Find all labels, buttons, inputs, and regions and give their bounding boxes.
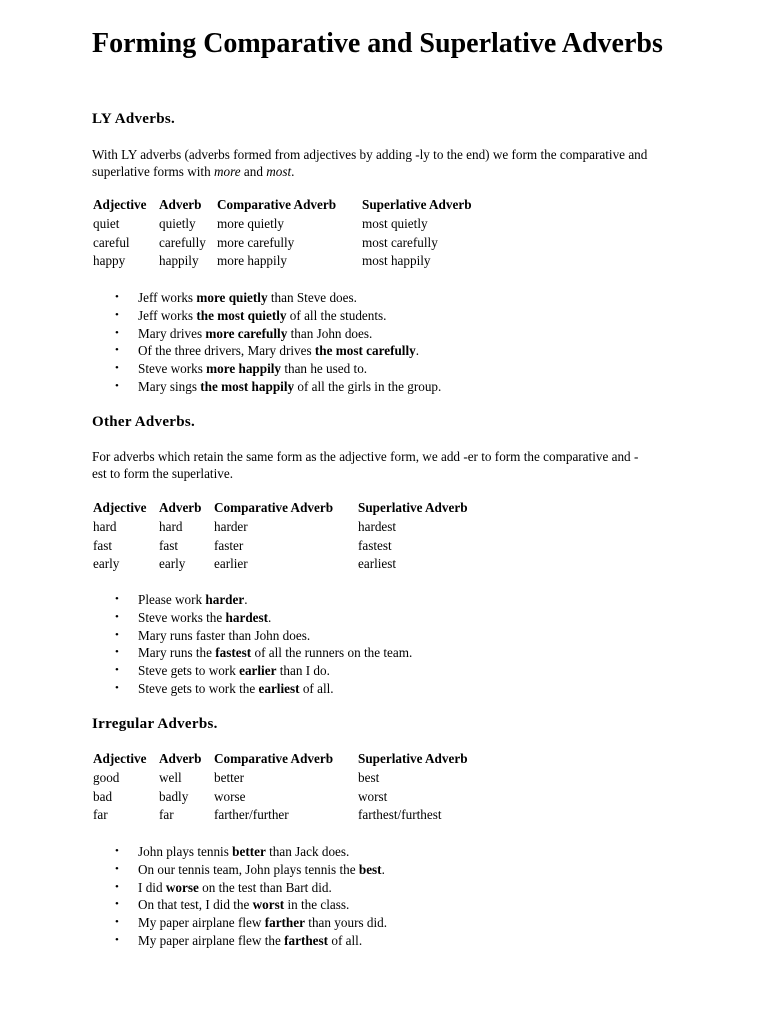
table-cell: farthest/furthest bbox=[358, 807, 442, 823]
bullet-icon: • bbox=[115, 933, 119, 946]
bullet-icon: • bbox=[115, 379, 119, 392]
table-header-row bbox=[90, 498, 495, 518]
list-item bbox=[92, 879, 387, 897]
section-intro bbox=[92, 146, 652, 180]
emphasized-adverb: the most quietly bbox=[196, 307, 287, 323]
sentence-text: than Steve does. bbox=[267, 290, 357, 305]
table-cell: well bbox=[159, 770, 182, 786]
column-header: Comparative Adverb bbox=[214, 500, 334, 515]
list-item bbox=[92, 627, 412, 645]
table-cell: best bbox=[358, 770, 380, 786]
table-cell: happily bbox=[159, 253, 199, 269]
table-cell: fast bbox=[159, 537, 179, 553]
bullet-icon: • bbox=[115, 291, 119, 303]
table-cell: careful bbox=[93, 234, 130, 250]
emphasized-adverb: earlier bbox=[239, 663, 277, 679]
column-header: Superlative Adverb bbox=[358, 751, 468, 766]
list-item bbox=[92, 609, 412, 627]
table-cell: better bbox=[214, 770, 245, 786]
adverb-table bbox=[90, 195, 499, 271]
table-cell: far bbox=[159, 807, 174, 823]
sentence-text: . bbox=[244, 592, 248, 607]
sentence-text: John plays tennis bbox=[138, 844, 233, 859]
sentence-text: . bbox=[415, 343, 420, 359]
table-cell: happy bbox=[93, 253, 126, 269]
sentence-text: of all the students. bbox=[286, 307, 387, 323]
bullet-icon: • bbox=[115, 916, 119, 929]
sentence-text: of all the runners on the team. bbox=[251, 645, 413, 661]
table-cell: early bbox=[159, 556, 186, 572]
list-item bbox=[92, 843, 387, 861]
table-cell: quiet bbox=[93, 216, 120, 232]
example-list bbox=[92, 289, 441, 396]
emphasized-adverb: the most carefully bbox=[314, 343, 416, 359]
table-cell: good bbox=[93, 770, 120, 786]
column-header: Adverb bbox=[159, 197, 202, 212]
bullet-icon: • bbox=[115, 308, 119, 321]
table-cell: early bbox=[93, 556, 120, 572]
sentence-text: than Jack does. bbox=[265, 844, 350, 859]
sentence-text: Jeff works bbox=[138, 290, 197, 305]
list-item bbox=[92, 932, 387, 950]
table-row bbox=[90, 537, 495, 556]
sentence-text: My paper airplane flew bbox=[138, 915, 265, 931]
emphasized-adverb: earliest bbox=[258, 680, 300, 696]
section-intro bbox=[92, 448, 652, 482]
column-header: Adjective bbox=[93, 500, 147, 515]
sentence-text: Steve gets to work bbox=[138, 663, 240, 679]
sentence-text: on the test than Bart did. bbox=[198, 879, 332, 895]
section-heading-ly-adverbs: LY Adverbs. bbox=[92, 111, 176, 127]
sentence-text: than John does. bbox=[287, 325, 373, 341]
section-heading-irregular-adverbs: Irregular Adverbs. bbox=[92, 716, 218, 732]
table-cell: hard bbox=[159, 519, 183, 535]
table-cell: carefully bbox=[159, 234, 206, 250]
sentence-text: Steve gets to work the bbox=[138, 680, 259, 696]
intro-text: most bbox=[266, 164, 292, 179]
emphasized-adverb: better bbox=[232, 844, 266, 859]
intro-text: For adverbs which retain the same form as the adjective form, we add -er to form the comparative and -est to form the superlative. bbox=[92, 449, 639, 481]
sentence-text: of all the girls in the group. bbox=[294, 378, 442, 394]
table-header-row bbox=[90, 195, 499, 215]
list-item bbox=[92, 914, 387, 932]
sentence-text: of all. bbox=[299, 680, 334, 696]
adverb-table bbox=[90, 498, 495, 574]
bullet-icon: • bbox=[115, 326, 119, 339]
emphasized-adverb: more happily bbox=[206, 361, 282, 377]
sentence-text: I did bbox=[138, 879, 166, 895]
bullet-icon: • bbox=[115, 681, 119, 694]
sentence-text: Jeff works bbox=[138, 307, 197, 323]
table-cell: more happily bbox=[217, 253, 287, 269]
sentence-text: Mary runs faster than John does. bbox=[138, 627, 311, 643]
table-cell: earlier bbox=[214, 556, 248, 572]
table-cell: most happily bbox=[362, 253, 431, 269]
list-item bbox=[92, 307, 441, 325]
table-cell: more quietly bbox=[217, 216, 285, 232]
emphasized-adverb: more carefully bbox=[205, 325, 288, 341]
sentence-text: Steve works the bbox=[138, 609, 226, 625]
emphasized-adverb: more quietly bbox=[196, 290, 268, 305]
table-cell: faster bbox=[214, 537, 244, 553]
table-cell: worse bbox=[214, 788, 246, 804]
list-item bbox=[92, 861, 387, 879]
table-cell: harder bbox=[214, 519, 248, 535]
emphasized-adverb: farthest bbox=[284, 932, 329, 948]
sentence-text: Mary runs the bbox=[138, 645, 216, 661]
sentence-text: than I do. bbox=[276, 663, 330, 679]
example-list bbox=[92, 843, 387, 950]
sentence-text: of all. bbox=[328, 932, 363, 948]
list-item bbox=[92, 378, 441, 396]
bullet-icon: • bbox=[115, 880, 119, 893]
column-header: Adverb bbox=[159, 751, 202, 766]
table-cell: badly bbox=[159, 788, 189, 804]
sentence-text: Steve works bbox=[138, 361, 207, 377]
column-header: Superlative Adverb bbox=[362, 197, 472, 212]
emphasized-adverb: harder bbox=[205, 592, 245, 607]
example-list bbox=[92, 591, 412, 698]
column-header: Comparative Adverb bbox=[214, 751, 334, 766]
bullet-icon: • bbox=[115, 593, 119, 605]
table-cell: hardest bbox=[358, 519, 397, 535]
column-header: Superlative Adverb bbox=[358, 500, 468, 515]
emphasized-adverb: the most happily bbox=[200, 378, 295, 394]
table-row bbox=[90, 769, 495, 788]
emphasized-adverb: fastest bbox=[215, 645, 252, 661]
table-row bbox=[90, 215, 499, 234]
bullet-icon: • bbox=[115, 664, 119, 677]
list-item bbox=[92, 680, 412, 698]
bullet-icon: • bbox=[115, 862, 119, 875]
intro-text: With LY adverbs (adverbs formed from adjectives by adding -ly to the end) we form the comparative and superlative forms with bbox=[92, 147, 648, 179]
sentence-text: My paper airplane flew the bbox=[138, 932, 285, 948]
bullet-icon: • bbox=[115, 898, 119, 911]
bullet-icon: • bbox=[115, 362, 119, 375]
sentence-text: than yours did. bbox=[304, 915, 388, 931]
table-cell: most carefully bbox=[362, 234, 438, 250]
table-row bbox=[90, 806, 495, 825]
table-cell: bad bbox=[93, 788, 113, 804]
table-cell: quietly bbox=[159, 216, 196, 232]
table-cell: more carefully bbox=[217, 234, 295, 250]
sentence-text: . bbox=[381, 861, 385, 877]
emphasized-adverb: best bbox=[358, 861, 382, 877]
sentence-text: Mary sings bbox=[138, 378, 201, 394]
list-item bbox=[92, 360, 441, 378]
bullet-icon: • bbox=[115, 646, 119, 659]
sentence-text: On that test, I did the bbox=[138, 897, 253, 913]
table-row bbox=[90, 252, 499, 271]
sentence-text: . bbox=[268, 609, 272, 625]
list-item bbox=[92, 896, 387, 914]
emphasized-adverb: worst bbox=[252, 897, 285, 913]
table-row bbox=[90, 518, 495, 537]
intro-text: more bbox=[213, 164, 241, 179]
emphasized-adverb: worse bbox=[165, 879, 199, 895]
sentence-text: in the class. bbox=[284, 897, 350, 913]
sentence-text: On our tennis team, John plays tennis the bbox=[138, 861, 359, 877]
table-cell: earliest bbox=[358, 556, 397, 572]
intro-text: . bbox=[291, 164, 295, 179]
table-row bbox=[90, 788, 495, 807]
table-cell: fastest bbox=[358, 537, 392, 553]
adverb-table bbox=[90, 749, 495, 825]
section-heading-other-adverbs: Other Adverbs. bbox=[92, 414, 196, 430]
sentence-text: Please work bbox=[138, 592, 206, 607]
list-item bbox=[92, 644, 412, 662]
emphasized-adverb: farther bbox=[264, 915, 305, 931]
list-item bbox=[92, 289, 441, 307]
column-header: Comparative Adverb bbox=[217, 197, 337, 212]
table-cell: worst bbox=[358, 788, 388, 804]
intro-text: and bbox=[240, 164, 267, 179]
bullet-icon: • bbox=[115, 628, 119, 641]
table-cell: far bbox=[93, 807, 108, 823]
column-header: Adverb bbox=[159, 500, 202, 515]
table-cell: most quietly bbox=[362, 216, 428, 232]
page-title: Forming Comparative and Superlative Adverbs bbox=[92, 28, 663, 59]
bullet-icon: • bbox=[115, 344, 119, 357]
table-cell: hard bbox=[93, 519, 117, 535]
column-header: Adjective bbox=[93, 751, 147, 766]
bullet-icon: • bbox=[115, 610, 119, 623]
bullet-icon: • bbox=[115, 845, 119, 857]
list-item bbox=[92, 342, 441, 360]
column-header: Adjective bbox=[93, 197, 147, 212]
table-cell: fast bbox=[93, 537, 113, 553]
list-item bbox=[92, 325, 441, 343]
table-row bbox=[90, 234, 499, 253]
sentence-text: than he used to. bbox=[281, 361, 368, 377]
table-header-row bbox=[90, 749, 495, 769]
sentence-text: Mary drives bbox=[138, 325, 206, 341]
emphasized-adverb: hardest bbox=[225, 609, 269, 625]
list-item bbox=[92, 591, 412, 609]
table-cell: farther/further bbox=[214, 807, 289, 823]
list-item bbox=[92, 662, 412, 680]
sentence-text: Of the three drivers, Mary drives bbox=[138, 343, 315, 359]
table-row bbox=[90, 555, 495, 574]
